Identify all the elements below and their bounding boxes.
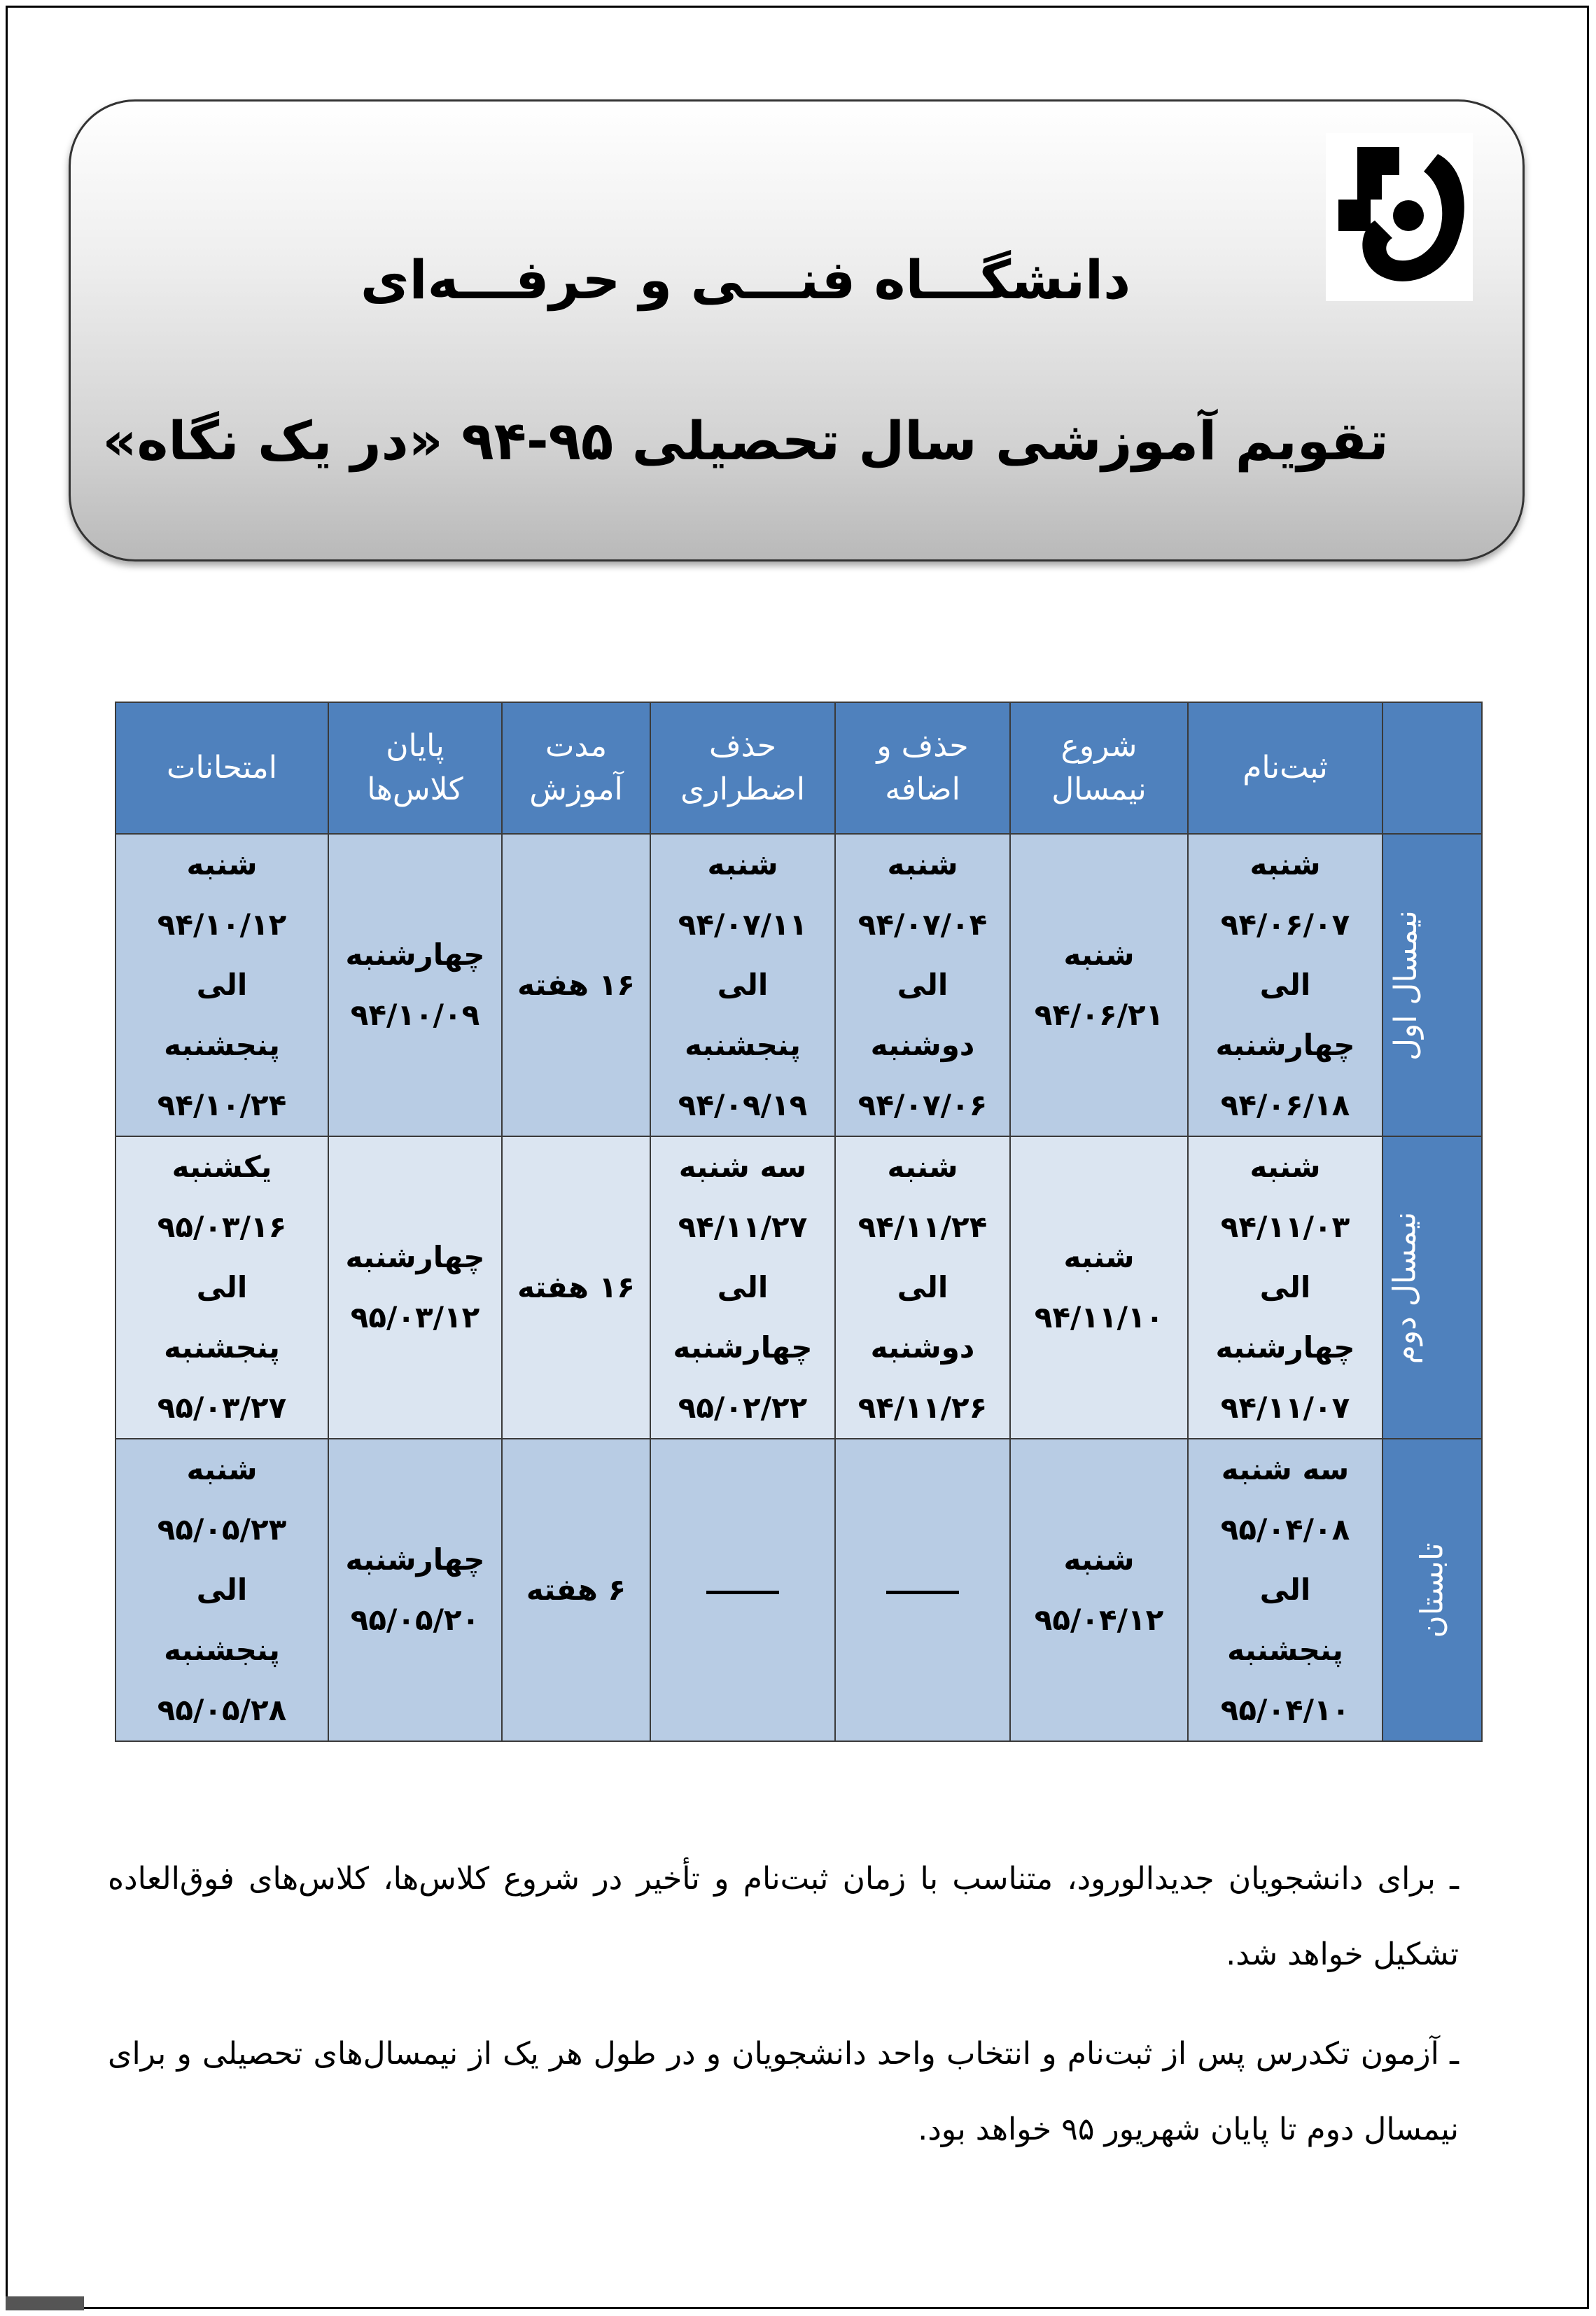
header-add-drop xyxy=(835,702,1010,834)
cell-line: چهارشنبه xyxy=(345,1542,485,1577)
cell-line: ۹۵/۰۵/۲۳ xyxy=(157,1512,287,1547)
cell-line: پنجشنبه xyxy=(164,1633,280,1667)
cell-line: شنبه xyxy=(887,847,958,881)
cell-line: شنبه xyxy=(186,1452,258,1486)
cell-teaching-duration xyxy=(502,834,650,1136)
header-registration-line: ثبت‌نام xyxy=(1242,750,1328,786)
header-add-drop-line: اضافه xyxy=(885,772,960,807)
header-emergency-drop-line: حذف xyxy=(709,728,776,764)
cell-line: الی xyxy=(897,968,948,1002)
cell-add-drop xyxy=(835,834,1010,1136)
cell-line: ۹۴/۱۰/۱۲ xyxy=(157,907,287,942)
semester-label-cell xyxy=(1382,834,1482,1136)
semester-label-cell xyxy=(1382,1136,1482,1439)
cell-line: شنبه xyxy=(1250,1150,1321,1184)
cell-line: شنبه xyxy=(1063,1542,1135,1577)
empty-dash xyxy=(886,1591,959,1594)
cell-semester-start xyxy=(1010,1136,1188,1439)
empty-dash xyxy=(706,1591,779,1594)
cell-line: ۹۵/۰۵/۲۰ xyxy=(350,1603,480,1637)
cell-line: الی xyxy=(196,1572,248,1607)
header-emergency-drop xyxy=(650,702,835,834)
cell-line: ۹۴/۰۷/۰۴ xyxy=(858,907,988,942)
table-header-row xyxy=(115,702,1482,834)
table-row xyxy=(115,834,1482,1136)
cell-line: ۹۴/۰۷/۱۱ xyxy=(678,907,808,942)
corner-header-cell xyxy=(1382,702,1482,834)
cell-semester-start xyxy=(1010,1439,1188,1741)
cell-line: ۹۵/۰۳/۲۷ xyxy=(157,1390,287,1425)
cell-line: ۹۴/۰۶/۰۷ xyxy=(1220,907,1350,942)
table-row xyxy=(115,1439,1482,1741)
watermark-stamp xyxy=(6,2296,84,2310)
cell-line: شنبه xyxy=(1063,937,1135,972)
cell-line: شنبه xyxy=(186,847,258,881)
header-teaching-duration xyxy=(502,702,650,834)
cell-line: چهارشنبه xyxy=(345,937,485,972)
cell-line: ۹۵/۰۵/۲۸ xyxy=(157,1693,287,1727)
header-exams-line: امتحانات xyxy=(167,750,277,786)
cell-line: الی xyxy=(897,1270,948,1304)
cell-line: چهارشنبه xyxy=(673,1330,813,1365)
cell-classes-end xyxy=(328,1136,502,1439)
header-teaching-duration-line: آموزش xyxy=(529,772,623,807)
cell-line: شنبه xyxy=(1250,847,1321,881)
cell-line: ۱۶ هفته xyxy=(517,1270,635,1304)
title-banner xyxy=(69,99,1525,561)
cell-line: ۹۴/۱۱/۰۳ xyxy=(1220,1210,1350,1244)
header-exams xyxy=(115,702,328,834)
cell-line: شنبه xyxy=(887,1150,958,1184)
header-classes-end-line: پایان xyxy=(386,728,444,764)
cell-line: ۱۶ هفته xyxy=(517,968,635,1002)
cell-line: الی xyxy=(196,1270,248,1304)
cell-emergency-drop xyxy=(650,834,835,1136)
calendar-title: تقویم آموزشی سال تحصیلی ۹۵-۹۴ «در یک نگاه» xyxy=(102,410,1389,472)
header-emergency-drop-line: اضطراری xyxy=(680,772,805,807)
university-title: دانشگـــاه فنـــی و حرفـــه‌ای xyxy=(360,249,1131,311)
cell-line: پنجشنبه xyxy=(164,1330,280,1365)
cell-line: چهارشنبه xyxy=(1215,1330,1355,1365)
cell-line: پنجشنبه xyxy=(685,1028,801,1062)
cell-line: شنبه xyxy=(707,847,778,881)
cell-line: ۹۵/۰۳/۱۶ xyxy=(157,1210,287,1244)
cell-line: ۹۵/۰۲/۲۲ xyxy=(678,1390,808,1425)
cell-add-drop xyxy=(835,1136,1010,1439)
semester-label: نیمسال دوم xyxy=(1387,1211,1423,1364)
cell-line: دوشنبه xyxy=(870,1028,975,1062)
cell-add-drop xyxy=(835,1439,1010,1741)
cell-line: ۹۴/۱۱/۱۰ xyxy=(1034,1300,1164,1334)
cell-line: ۹۵/۰۴/۱۰ xyxy=(1220,1693,1350,1727)
cell-line: چهارشنبه xyxy=(345,1240,485,1274)
header-semester-start-line: شروع xyxy=(1060,728,1138,764)
semester-label: نیمسال اول xyxy=(1387,909,1424,1061)
header-classes-end xyxy=(328,702,502,834)
academic-calendar-table xyxy=(115,702,1483,1742)
cell-exams xyxy=(115,1136,328,1439)
cell-line: پنجشنبه xyxy=(164,1028,280,1062)
header-classes-end-line: کلاس‌ها xyxy=(367,772,463,807)
cell-line: دوشنبه xyxy=(870,1330,975,1365)
cell-emergency-drop xyxy=(650,1136,835,1439)
cell-line: پنجشنبه xyxy=(1227,1633,1343,1667)
table-row xyxy=(115,1136,1482,1439)
cell-line: سه شنبه xyxy=(678,1150,807,1184)
cell-emergency-drop xyxy=(650,1439,835,1741)
cell-line: ۹۴/۰۹/۱۹ xyxy=(678,1088,808,1122)
cell-line: الی xyxy=(196,968,248,1002)
cell-line: ۹۴/۰۶/۱۸ xyxy=(1220,1088,1350,1122)
cell-line: ۹۵/۰۳/۱۲ xyxy=(350,1300,480,1334)
semester-label-cell xyxy=(1382,1439,1482,1741)
cell-line: ۹۴/۰۷/۰۶ xyxy=(858,1088,988,1122)
cell-line: ۹۴/۱۰/۲۴ xyxy=(157,1088,287,1122)
cell-line: الی xyxy=(1259,1572,1311,1607)
cell-teaching-duration xyxy=(502,1439,650,1741)
header-teaching-duration-line: مدت xyxy=(545,728,608,764)
cell-line: ۹۵/۰۴/۱۲ xyxy=(1034,1603,1164,1637)
cell-line: سه شنبه xyxy=(1221,1452,1350,1486)
cell-line: الی xyxy=(717,968,769,1002)
cell-line: ۹۵/۰۴/۰۸ xyxy=(1220,1512,1350,1547)
cell-line: ۹۴/۰۶/۲۱ xyxy=(1034,998,1164,1032)
cell-line: شنبه xyxy=(1063,1240,1135,1274)
cell-line: ۹۴/۱۰/۰۹ xyxy=(350,998,480,1032)
cell-teaching-duration xyxy=(502,1136,650,1439)
cell-registration xyxy=(1188,1439,1382,1741)
cell-line: ۹۴/۱۱/۲۴ xyxy=(858,1210,988,1244)
cell-exams xyxy=(115,1439,328,1741)
cell-line: الی xyxy=(1259,968,1311,1002)
cell-exams xyxy=(115,834,328,1136)
cell-classes-end xyxy=(328,834,502,1136)
cell-line: ۹۴/۱۱/۰۷ xyxy=(1220,1390,1350,1425)
semester-label: تابستان xyxy=(1414,1542,1450,1638)
cell-line: ۹۴/۱۱/۲۷ xyxy=(678,1210,808,1244)
cell-line: ۶ هفته xyxy=(526,1572,626,1607)
cell-line: الی xyxy=(717,1270,769,1304)
header-semester-start xyxy=(1010,702,1188,834)
cell-line: الی xyxy=(1259,1270,1311,1304)
cell-semester-start xyxy=(1010,834,1188,1136)
note-single-course-exam: ـ آزمون تکدرس پس از ثبت‌نام و انتخاب واحد دانشجویان و در طول هر یک از نیمسال‌های تحصیلی و برای نیمسال دوم تا پایان شهریور ۹۵ خواهد بود. xyxy=(108,2036,1459,2147)
cell-line: چهارشنبه xyxy=(1215,1028,1355,1062)
cell-line: یکشنبه xyxy=(172,1150,272,1184)
header-registration xyxy=(1188,702,1382,834)
header-semester-start-line: نیمسال xyxy=(1051,772,1147,807)
header-add-drop-line: حذف و xyxy=(876,728,969,764)
cell-line: ۹۴/۱۱/۲۶ xyxy=(858,1390,988,1425)
cell-classes-end xyxy=(328,1439,502,1741)
note-new-students: ـ برای دانشجویان جدیدالورود، متناسب با زمان ثبت‌نام و تأخیر در شروع کلاس‌ها، کلاس‌های فوق‌العاده تشکیل خواهد شد. xyxy=(108,1861,1459,1972)
